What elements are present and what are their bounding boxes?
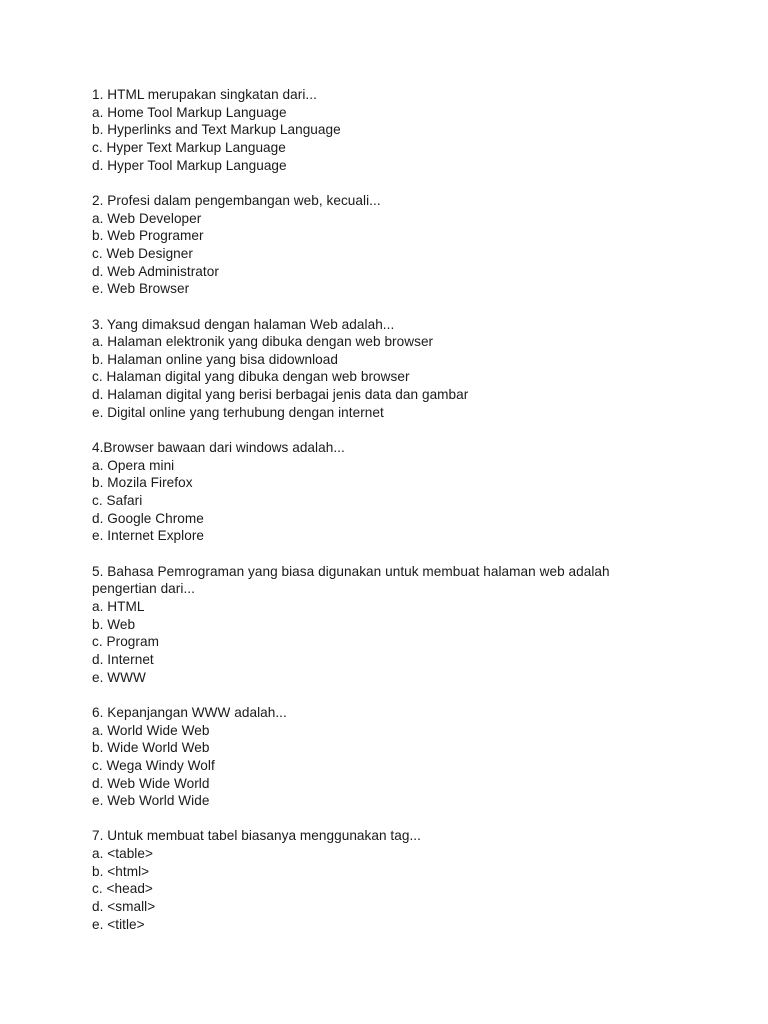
question-6 — [92, 704, 692, 810]
option-e: e. Digital online yang terhubung dengan internet — [92, 404, 384, 420]
option-b: b. Hyperlinks and Text Markup Language — [92, 122, 341, 138]
question-text: 6. Kepanjangan WWW adalah... — [92, 704, 287, 720]
option-d: d. Halaman digital yang berisi berbagai jenis data dan gambar — [92, 387, 469, 403]
question-4 — [92, 439, 692, 545]
option-d: d. Google Chrome — [92, 510, 204, 526]
option-a: a. Halaman elektronik yang dibuka dengan web browser — [92, 334, 434, 350]
option-c: c. <head> — [92, 881, 153, 897]
question-5 — [92, 563, 692, 687]
question-text: 7. Untuk membuat tabel biasanya menggunakan tag... — [92, 828, 421, 844]
option-b: b. <html> — [92, 863, 150, 879]
option-c: c. Program — [92, 634, 159, 650]
option-d: d. Hyper Tool Markup Language — [92, 157, 287, 173]
question-text: 4.Browser bawaan dari windows adalah... — [92, 440, 345, 456]
option-c: c. Web Designer — [92, 245, 193, 261]
question-1 — [92, 86, 692, 174]
option-a: a. HTML — [92, 598, 145, 614]
option-e: e. Web World Wide — [92, 793, 210, 809]
question-2 — [92, 192, 692, 298]
option-a: a. Opera mini — [92, 457, 175, 473]
document-page — [92, 86, 692, 951]
option-c: c. Halaman digital yang dibuka dengan web browser — [92, 369, 410, 385]
option-c: c. Hyper Text Markup Language — [92, 139, 286, 155]
option-d: d. Web Wide World — [92, 775, 210, 791]
option-a: a. Web Developer — [92, 210, 202, 226]
question-7 — [92, 827, 692, 933]
option-c: c. Safari — [92, 493, 143, 509]
option-b: b. Web Programer — [92, 228, 204, 244]
option-b: b. Wide World Web — [92, 740, 210, 756]
option-a: a. <table> — [92, 846, 153, 862]
option-e: e. Internet Explore — [92, 528, 205, 544]
option-a: a. Home Tool Markup Language — [92, 104, 287, 120]
question-text: 3. Yang dimaksud dengan halaman Web adalah... — [92, 316, 395, 332]
question-3 — [92, 316, 692, 422]
question-text: 2. Profesi dalam pengembangan web, kecuali... — [92, 192, 381, 208]
option-b: b. Mozila Firefox — [92, 475, 193, 491]
option-b: b. Web — [92, 616, 136, 632]
option-e: e. <title> — [92, 916, 145, 932]
option-d: d. Internet — [92, 651, 154, 667]
option-b: b. Halaman online yang bisa didownload — [92, 351, 338, 367]
option-a: a. World Wide Web — [92, 722, 210, 738]
question-text: 1. HTML merupakan singkatan dari... — [92, 87, 317, 102]
option-d: d. <small> — [92, 899, 156, 915]
question-text-continued: pengertian dari... — [92, 581, 195, 597]
question-text: 5. Bahasa Pemrograman yang biasa digunakan untuk membuat halaman web adalah — [92, 563, 610, 579]
option-e: e. WWW — [92, 669, 146, 685]
option-e: e. Web Browser — [92, 281, 190, 297]
option-d: d. Web Administrator — [92, 263, 219, 279]
option-c: c. Wega Windy Wolf — [92, 757, 215, 773]
